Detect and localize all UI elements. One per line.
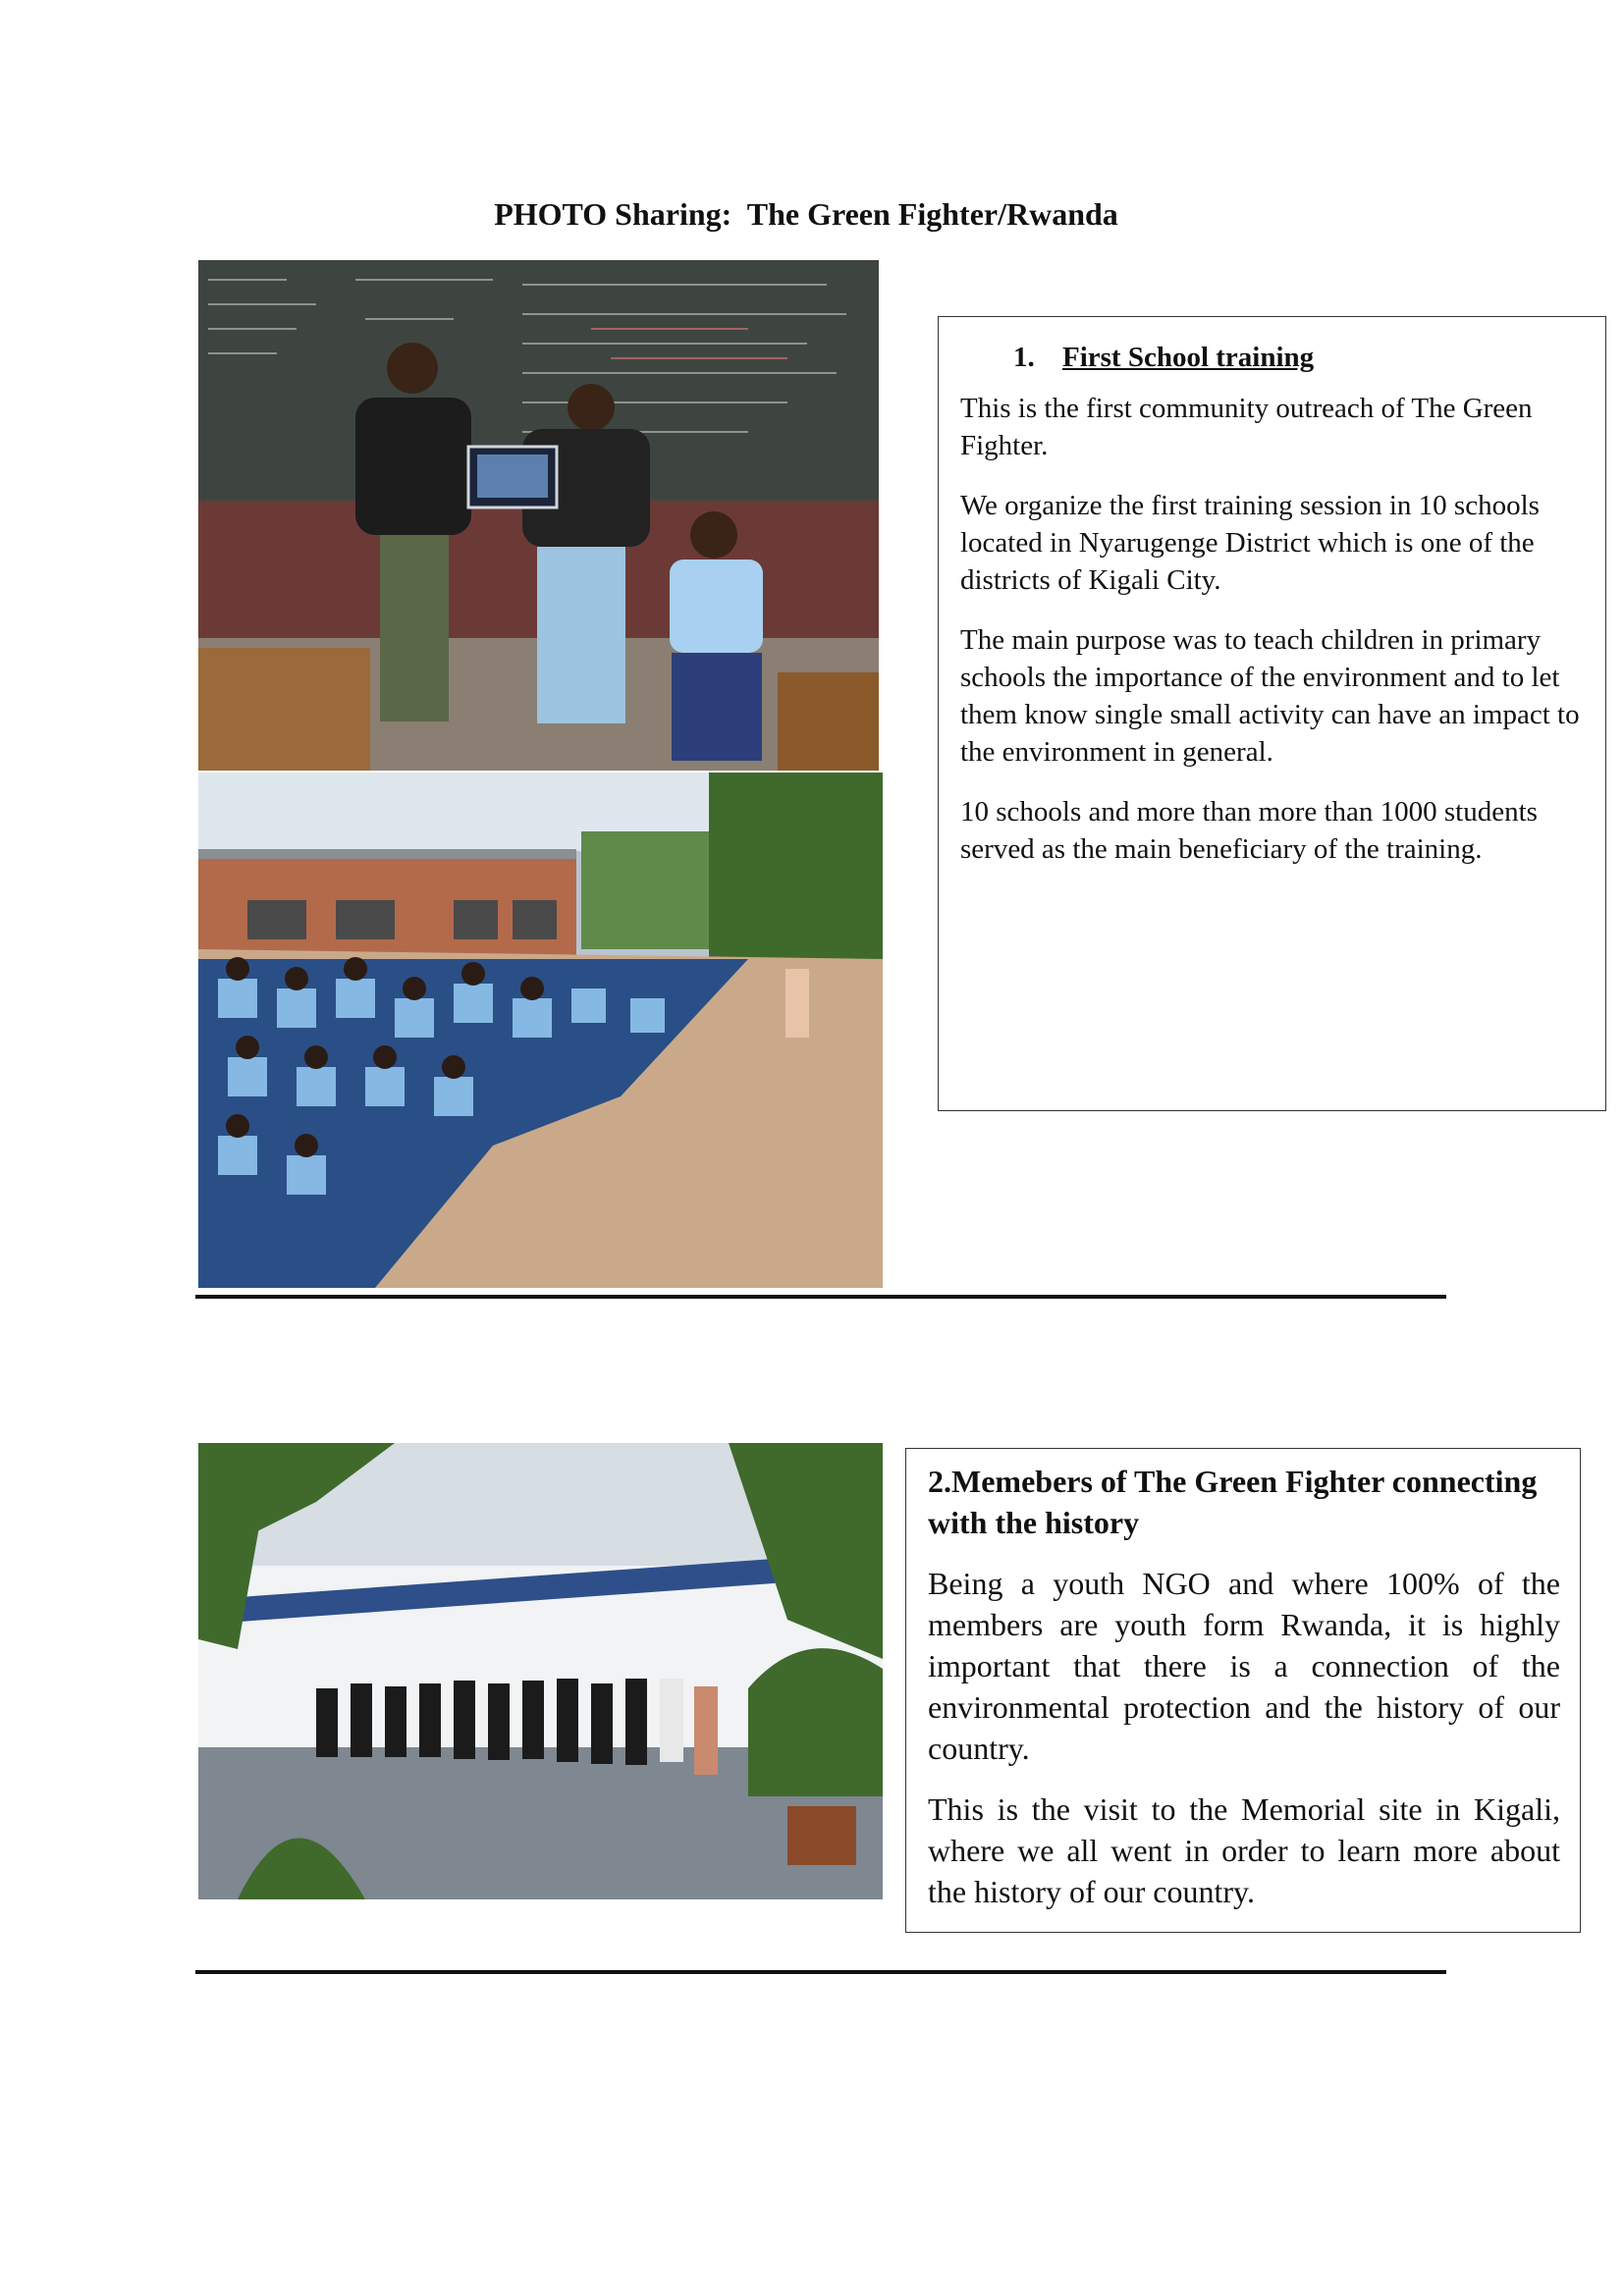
memorial-visit-photo (198, 1443, 883, 1899)
section-divider-bottom (195, 1970, 1446, 1974)
section1-heading-number: 1. (1013, 342, 1035, 373)
section2-heading: 2.Memebers of The Green Fighter connecting with the history (928, 1464, 1538, 1540)
page-title: PHOTO Sharing: The Green Fighter/Rwanda (494, 196, 1118, 232)
classroom-training-photo (198, 260, 879, 771)
section1-paragraph-3: The main purpose was to teach children in primary schools the importance of the environment and to let them know single small activity can have an impact to the environment in general. (960, 624, 1580, 768)
section1-paragraph-4: 10 schools and more than more than 1000 students served as the main beneficiary of the training. (960, 796, 1538, 865)
section2-paragraph-1: Being a youth NGO and where 100% of the members are youth form Rwanda, it is highly important that there is a connection of the environmental protection and the history of our country. (928, 1566, 1560, 1766)
section1-heading (1013, 339, 1586, 376)
section1-heading-label: First School training (1062, 342, 1315, 373)
section-divider (195, 1295, 1446, 1299)
section1-paragraph-1: This is the first community outreach of The Green Fighter. (960, 393, 1533, 461)
first-school-training-box (938, 316, 1606, 1111)
section1-paragraph-2: We organize the first training session in 10 schools located in Nyarugenge District which is one of the districts of Kigali City. (960, 490, 1540, 596)
history-connection-box (905, 1448, 1581, 1933)
section2-paragraph-2: This is the visit to the Memorial site in Kigali, where we all went in order to learn more about the history of our country. (928, 1791, 1560, 1909)
students-group-photo (198, 773, 883, 1288)
